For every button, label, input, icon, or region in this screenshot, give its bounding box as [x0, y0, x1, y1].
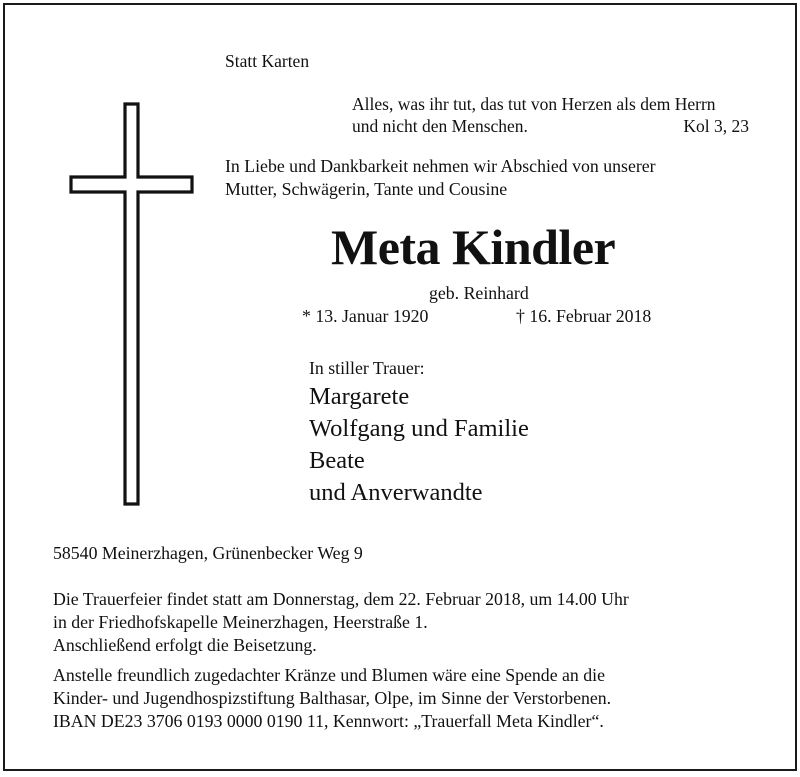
mourner-name: Beate: [309, 447, 365, 474]
obituary-notice: [3, 3, 797, 771]
deceased-name: Meta Kindler: [331, 219, 616, 275]
death-date: † 16. Februar 2018: [516, 306, 652, 326]
cross-icon: [68, 101, 196, 507]
mourner-name: und Anverwandte: [309, 479, 483, 506]
funeral-line-3: Anschließend erfolgt die Beisetzung.: [53, 635, 317, 655]
quote-line-1: Alles, was ihr tut, das tut von Herzen als dem Herrn: [352, 94, 716, 114]
funeral-line-2: in der Friedhofskapelle Meinerzhagen, Heerstraße 1.: [53, 612, 428, 632]
mourning-label: In stiller Trauer:: [309, 358, 425, 378]
mourner-name: Wolfgang und Familie: [309, 415, 529, 442]
donation-line-2: Kinder- und Jugendhospizstiftung Balthasar, Olpe, im Sinne der Verstorbenen.: [53, 688, 612, 708]
statt-karten-label: Statt Karten: [225, 51, 310, 71]
funeral-line-1: Die Trauerfeier findet statt am Donnerstag, dem 22. Februar 2018, um 14.00 Uhr: [53, 589, 629, 609]
mourners-list: [309, 381, 529, 509]
address: 58540 Meinerzhagen, Grünenbecker Weg 9: [53, 543, 363, 563]
bible-quote: [352, 93, 757, 137]
quote-line-2: und nicht den Menschen.: [352, 116, 528, 136]
funeral-info: [53, 588, 761, 657]
intro-text: [225, 155, 656, 201]
birth-date: * 13. Januar 1920: [302, 306, 429, 326]
intro-line-1: In Liebe und Dankbarkeit nehmen wir Abschied von unserer: [225, 156, 656, 176]
birth-name: geb. Reinhard: [429, 283, 529, 303]
quote-reference: Kol 3, 23: [683, 116, 749, 136]
donation-info: [53, 664, 761, 733]
donation-line-1: Anstelle freundlich zugedachter Kränze und Blumen wäre eine Spende an die: [53, 665, 605, 685]
donation-line-3: IBAN DE23 3706 0193 0000 0190 11, Kennwort: „Trauerfall Meta Kindler“.: [53, 711, 604, 731]
intro-line-2: Mutter, Schwägerin, Tante und Cousine: [225, 179, 508, 199]
mourner-name: Margarete: [309, 383, 410, 410]
